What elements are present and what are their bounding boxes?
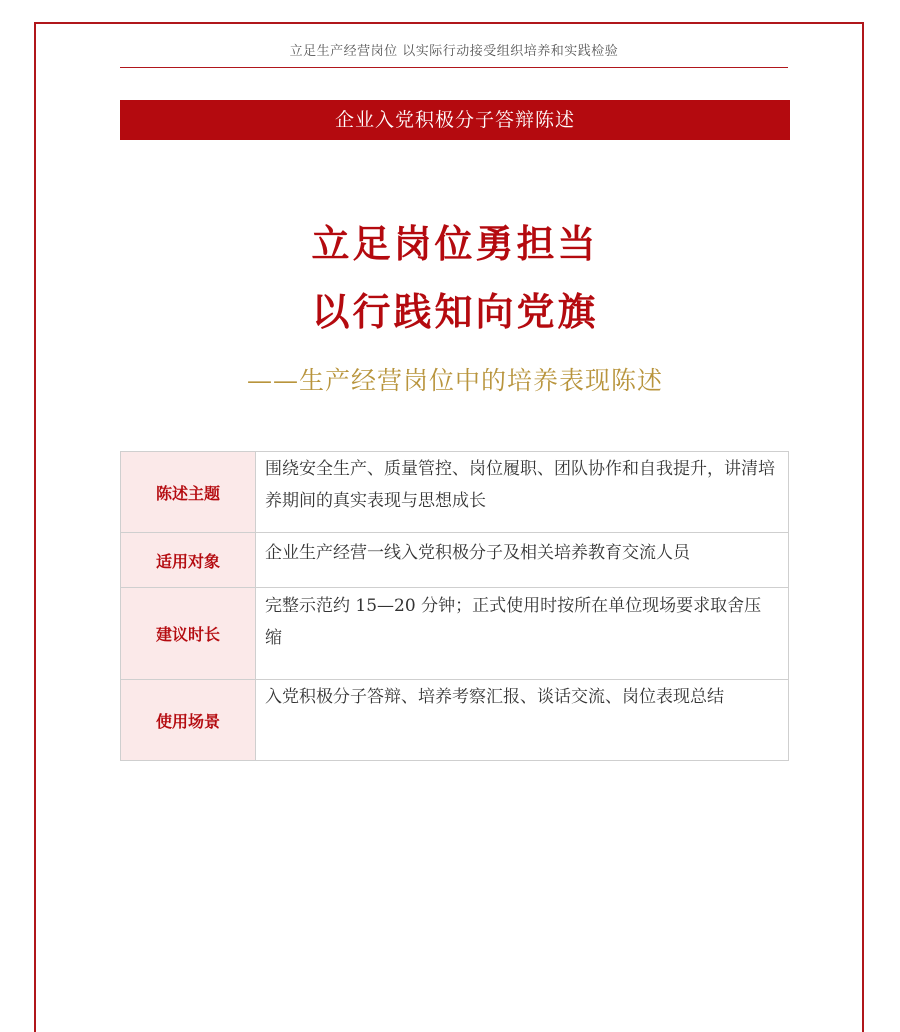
- running-head: 立足生产经营岗位 以实际行动接受组织培养和实践检验: [289, 44, 619, 59]
- main-title-line-1: 立足岗位勇担当: [311, 221, 599, 266]
- table-row: [121, 680, 789, 761]
- table-row: [121, 533, 789, 588]
- row-value: 完整示范约 15—20 分钟；正式使用时按所在单位现场要求取舍压缩: [256, 588, 789, 680]
- info-table: [120, 451, 789, 761]
- table-row: [121, 452, 789, 533]
- row-value: 围绕安全生产、质量管控、岗位履职、团队协作和自我提升，讲清培养期间的真实表现与思想成长: [256, 452, 789, 533]
- header-rule: [120, 67, 788, 68]
- row-label: 建议时长: [121, 588, 256, 680]
- row-value: 企业生产经营一线入党积极分子及相关培养教育交流人员: [256, 533, 789, 588]
- row-value: 入党积极分子答辩、培养考察汇报、谈话交流、岗位表现总结: [256, 680, 789, 761]
- row-label: 陈述主题: [121, 452, 256, 533]
- section-banner: 企业入党积极分子答辩陈述: [120, 100, 790, 140]
- row-label: 适用对象: [121, 533, 256, 588]
- main-title-line-2: 以行践知向党旗: [311, 289, 599, 334]
- subtitle: ——生产经营岗位中的培养表现陈述: [246, 366, 663, 395]
- table-row: [121, 588, 789, 680]
- row-label: 使用场景: [121, 680, 256, 761]
